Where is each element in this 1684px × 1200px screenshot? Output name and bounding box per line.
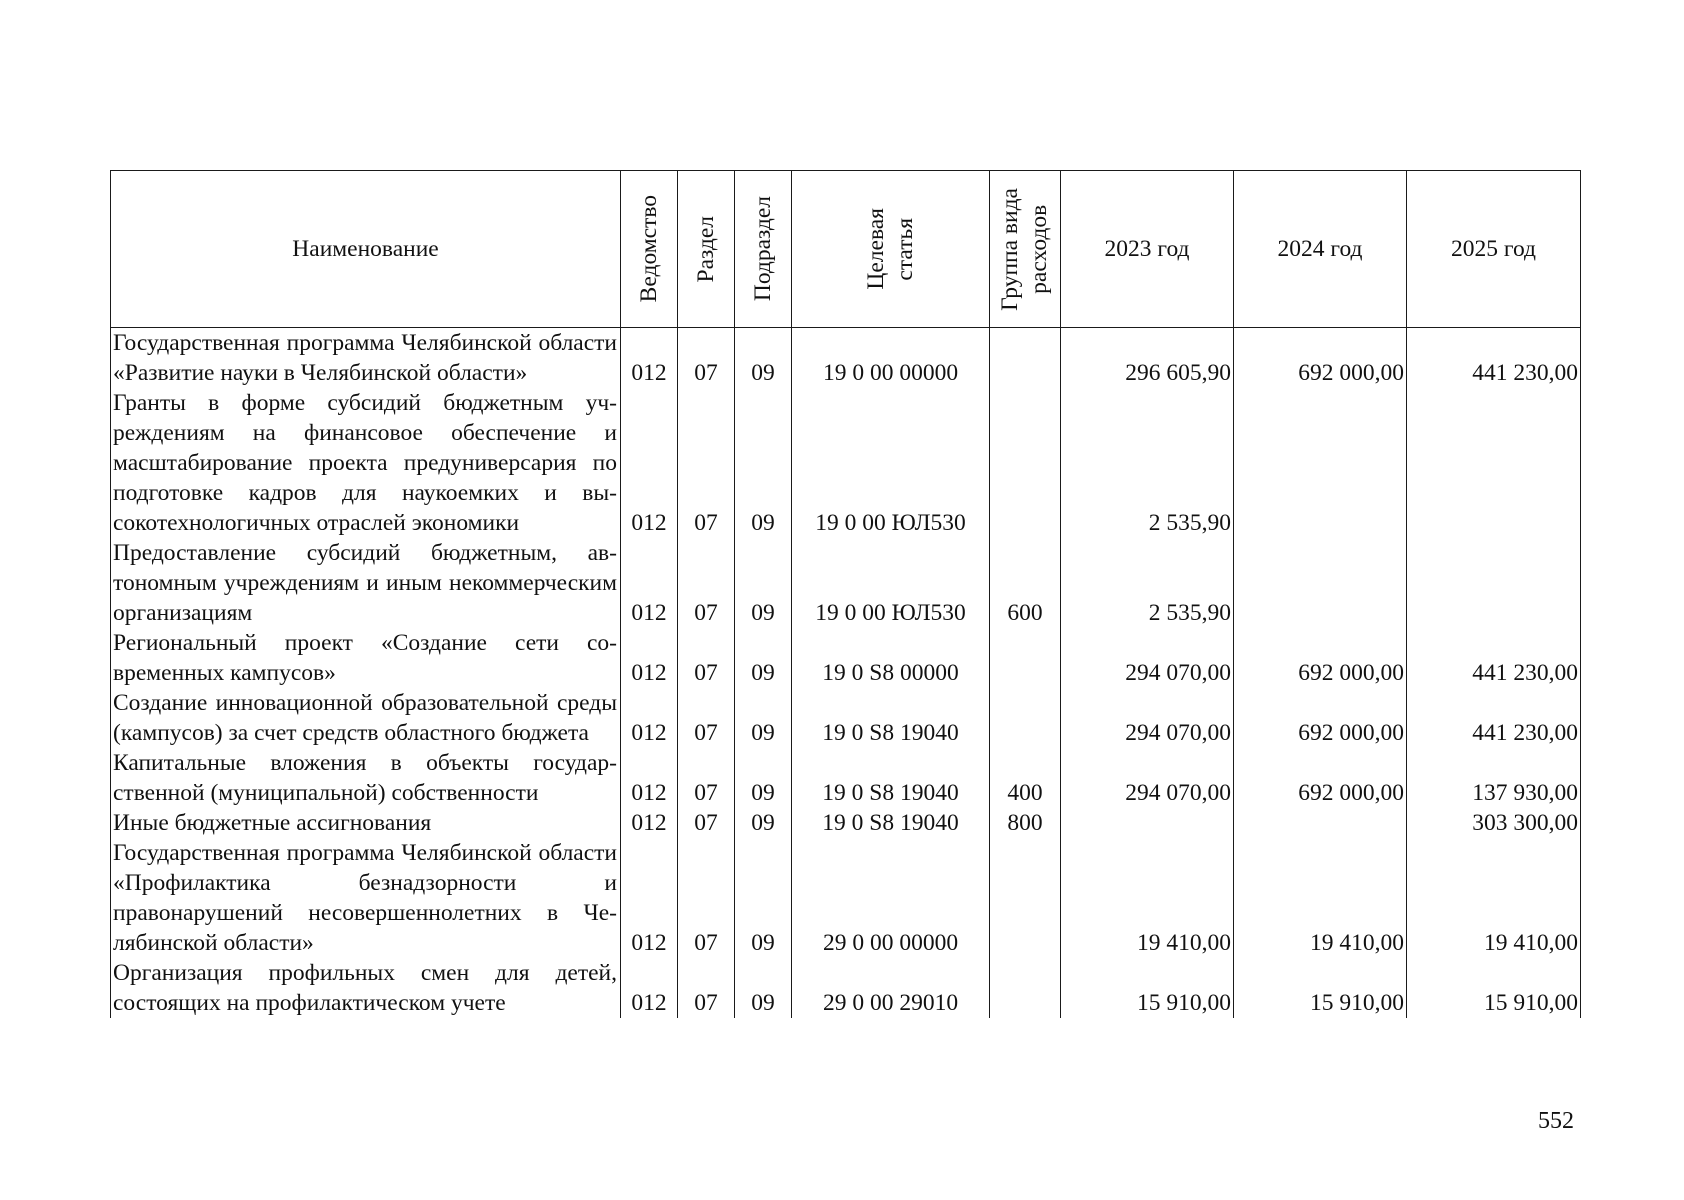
row-2024 (1234, 538, 1407, 628)
page-number: 552 (1538, 1108, 1574, 1134)
row-2025: 137 930,00 (1407, 748, 1581, 808)
row-ved: 012 (621, 808, 678, 838)
header-2024: 2024 год (1234, 171, 1407, 328)
row-name: Предоставление субсидий бюджетным, автономным учреждениям и иным некоммерческим организациям (111, 538, 621, 628)
row-podr: 09 (735, 388, 792, 538)
row-2023: 2 535,90 (1061, 538, 1234, 628)
row-podr: 09 (735, 628, 792, 688)
row-ved: 012 (621, 538, 678, 628)
row-2025 (1407, 538, 1581, 628)
row-vr (990, 388, 1061, 538)
header-cs-label: Целевая статья (862, 208, 918, 290)
row-podr: 09 (735, 328, 792, 389)
row-vr (990, 958, 1061, 1018)
row-2025: 441 230,00 (1407, 328, 1581, 389)
row-2023: 19 410,00 (1061, 838, 1234, 958)
row-2023: 296 605,90 (1061, 328, 1234, 389)
row-2024 (1234, 808, 1407, 838)
table-row (111, 808, 1581, 838)
row-vr (990, 328, 1061, 389)
row-vr: 800 (990, 808, 1061, 838)
row-cs: 19 0 00 ЮЛ530 (792, 388, 990, 538)
row-cs: 19 0 00 ЮЛ530 (792, 538, 990, 628)
row-razdel: 07 (678, 328, 735, 389)
table-row (111, 838, 1581, 958)
row-podr: 09 (735, 538, 792, 628)
header-podrazdel (735, 171, 792, 328)
header-2023: 2023 год (1061, 171, 1234, 328)
row-ved: 012 (621, 388, 678, 538)
row-vr: 400 (990, 748, 1061, 808)
header-2025: 2025 год (1407, 171, 1581, 328)
header-ved (621, 171, 678, 328)
row-razdel: 07 (678, 688, 735, 748)
row-podr: 09 (735, 838, 792, 958)
row-razdel: 07 (678, 388, 735, 538)
row-2024: 692 000,00 (1234, 328, 1407, 389)
row-name: Создание инновационной образовательной среды (кампусов) за счет средств областного бюджета (111, 688, 621, 748)
table-row (111, 328, 1581, 389)
row-2025 (1407, 388, 1581, 538)
header-vr (990, 171, 1061, 328)
row-cs: 19 0 S8 00000 (792, 628, 990, 688)
row-2024: 692 000,00 (1234, 628, 1407, 688)
row-2024 (1234, 388, 1407, 538)
row-2024: 692 000,00 (1234, 748, 1407, 808)
header-razdel-label: Раздел (692, 215, 719, 283)
row-2023: 294 070,00 (1061, 688, 1234, 748)
row-cs: 19 0 00 00000 (792, 328, 990, 389)
row-podr: 09 (735, 808, 792, 838)
row-name: Капитальные вложения в объекты государственной (муниципальной) собственности (111, 748, 621, 808)
row-vr (990, 688, 1061, 748)
header-cs (792, 171, 990, 328)
row-ved: 012 (621, 328, 678, 389)
row-name: Иные бюджетные ассигнования (111, 808, 621, 838)
row-2023 (1061, 808, 1234, 838)
row-2025: 19 410,00 (1407, 838, 1581, 958)
table-row (111, 958, 1581, 1018)
header-vr-label: Группа вида расходов (997, 187, 1052, 311)
row-2025: 441 230,00 (1407, 628, 1581, 688)
row-ved: 012 (621, 688, 678, 748)
row-podr: 09 (735, 688, 792, 748)
row-name: Организация профильных смен для детей, состоящих на профилактическом учете (111, 958, 621, 1018)
row-name: Государственная программа Челябинской области «Развитие науки в Челябинской области» (111, 328, 621, 389)
row-razdel: 07 (678, 808, 735, 838)
row-podr: 09 (735, 958, 792, 1018)
row-vr (990, 838, 1061, 958)
row-2025: 303 300,00 (1407, 808, 1581, 838)
header-ved-label: Ведомство (635, 195, 662, 303)
row-ved: 012 (621, 838, 678, 958)
table-row (111, 538, 1581, 628)
row-razdel: 07 (678, 538, 735, 628)
table-row (111, 388, 1581, 538)
row-vr (990, 628, 1061, 688)
row-razdel: 07 (678, 628, 735, 688)
table-row (111, 748, 1581, 808)
row-vr: 600 (990, 538, 1061, 628)
row-cs: 19 0 S8 19040 (792, 688, 990, 748)
row-ved: 012 (621, 748, 678, 808)
row-name: Гранты в форме субсидий бюджетным учреждениям на финансовое обеспечение и масштабирование проекта предуниверсария по подготовке кадров для наукоемких и высокотехнологичных отраслей экономики (111, 388, 621, 538)
row-cs: 29 0 00 00000 (792, 838, 990, 958)
row-razdel: 07 (678, 838, 735, 958)
table-row (111, 688, 1581, 748)
row-2024: 19 410,00 (1234, 838, 1407, 958)
row-2023: 294 070,00 (1061, 628, 1234, 688)
row-2025: 441 230,00 (1407, 688, 1581, 748)
row-cs: 29 0 00 29010 (792, 958, 990, 1018)
row-2024: 692 000,00 (1234, 688, 1407, 748)
row-2024: 15 910,00 (1234, 958, 1407, 1018)
header-name: Наименование (111, 171, 621, 328)
header-podrazdel-label: Подраздел (749, 196, 776, 302)
row-cs: 19 0 S8 19040 (792, 808, 990, 838)
row-name: Государственная программа Челябинской области «Профилактика безнадзорности и правонарушений несовершеннолетних в Челябинской области» (111, 838, 621, 958)
row-ved: 012 (621, 958, 678, 1018)
table-row (111, 628, 1581, 688)
row-cs: 19 0 S8 19040 (792, 748, 990, 808)
row-2025: 15 910,00 (1407, 958, 1581, 1018)
row-razdel: 07 (678, 958, 735, 1018)
row-razdel: 07 (678, 748, 735, 808)
row-ved: 012 (621, 628, 678, 688)
row-podr: 09 (735, 748, 792, 808)
row-2023: 2 535,90 (1061, 388, 1234, 538)
table-header-row (111, 171, 1581, 328)
header-razdel (678, 171, 735, 328)
row-2023: 15 910,00 (1061, 958, 1234, 1018)
budget-table (110, 170, 1581, 1018)
row-name: Региональный проект «Создание сети современных кампусов» (111, 628, 621, 688)
row-2023: 294 070,00 (1061, 748, 1234, 808)
